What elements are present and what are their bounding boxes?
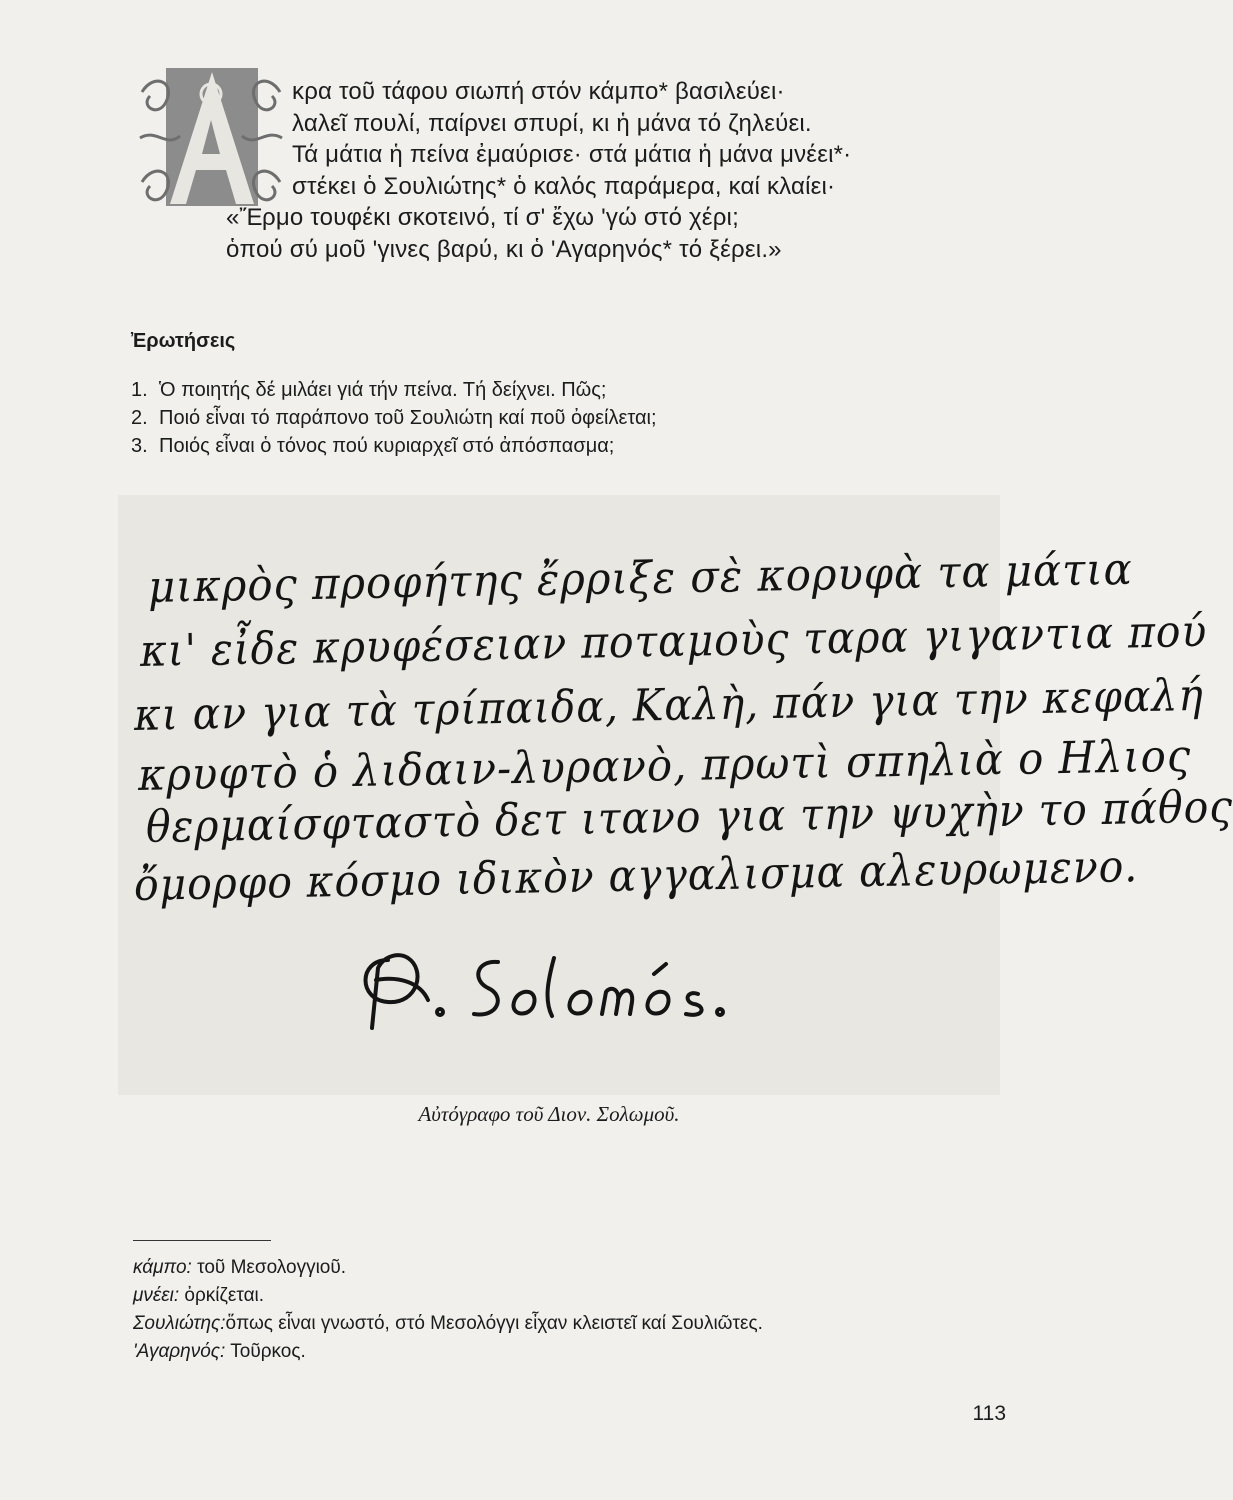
question-item: 1. Ὁ ποιητής δέ μιλάει γιά τήν πείνα. Τή δείχνει. Πῶς;	[131, 379, 607, 401]
manuscript-line: θερμαίσφταστὸ δετ ιτανο για την ψυχὴν το πάθος	[145, 781, 1233, 853]
manuscript-caption: Αὐτόγραφο τοῦ Διον. Σολωμοῦ.	[418, 1102, 680, 1126]
question-item: 2. Ποιό εἶναι τό παράπονο τοῦ Σουλιώτη καί ποῦ ὀφείλεται;	[131, 407, 657, 429]
footnote: Σουλιώτης:ὅπως εἶναι γνωστό, στό Μεσολόγγι εἶχαν κλειστεῖ καί Σουλιῶτες.	[133, 1313, 763, 1334]
poem-line: στέκει ὁ Σουλιώτης* ὁ καλός παράμερα, καί κλαίει·	[292, 172, 836, 200]
page-number: 113	[972, 1402, 1006, 1425]
manuscript-line: ὄμορφο κόσμο ιδικὸν αγγαλισμα αλευρωμενο.	[133, 841, 1139, 911]
manuscript-line: κρυφτὸ ὁ λιδαιν-λυρανὸ, πρωτὶ σπηλιὰ ο Ηλιος	[137, 730, 1192, 801]
poem-line: «Ἔρμο τουφέκι σκοτεινό, τί σ' ἔχω 'γώ στό χέρι;	[226, 204, 739, 231]
handwritten-manuscript	[118, 540, 1233, 1020]
footnote-divider	[133, 1240, 271, 1241]
ornamental-drop-cap-icon	[136, 62, 286, 212]
poem-line: Τά μάτια ἡ πείνα ἐμαύρισε· στά μάτια ἡ μάνα μνέει*·	[292, 141, 852, 168]
manuscript-line: μικρὸς προφήτης ἔρριξε σὲ κορυφὰ τα μάτια	[147, 543, 1134, 613]
manuscript-line: κι' εἶδε κρυφέσειαν ποταμοὺς ταρα γιγαντια πού	[139, 605, 1208, 677]
question-item: 3. Ποιός εἶναι ὁ τόνος πού κυριαρχεῖ στό ἀπόσπασμα;	[131, 435, 615, 457]
footnote: 'Αγαρηνός: Τοῦρκος.	[133, 1341, 306, 1362]
poem-line: ὁπού σύ μοῦ 'γινες βαρύ, κι ὁ 'Αγαρηνός* τό ξέρει.»	[226, 235, 782, 263]
footnotes	[133, 1254, 763, 1366]
poem-line: λαλεῖ πουλί, παίρνει σπυρί, κι ἡ μάνα τό ζηλεύει.	[292, 109, 812, 137]
poem-line: κρα τοῦ τάφου σιωπή στόν κάμπο* βασιλεύει·	[292, 78, 785, 105]
questions-heading: Ἐρωτήσεις	[131, 330, 236, 352]
footnote: μνέει: ὀρκίζεται.	[133, 1285, 265, 1306]
footnote: κάμπο: τοῦ Μεσολογγιοῦ.	[133, 1257, 347, 1278]
poem-excerpt	[226, 76, 1012, 265]
questions-list	[131, 376, 657, 460]
manuscript-line: κι αν για τὰ τρίπαιδα, Καλὴ, πάν για την κεφαλή	[133, 669, 1205, 741]
solomos-signature	[348, 940, 748, 1030]
